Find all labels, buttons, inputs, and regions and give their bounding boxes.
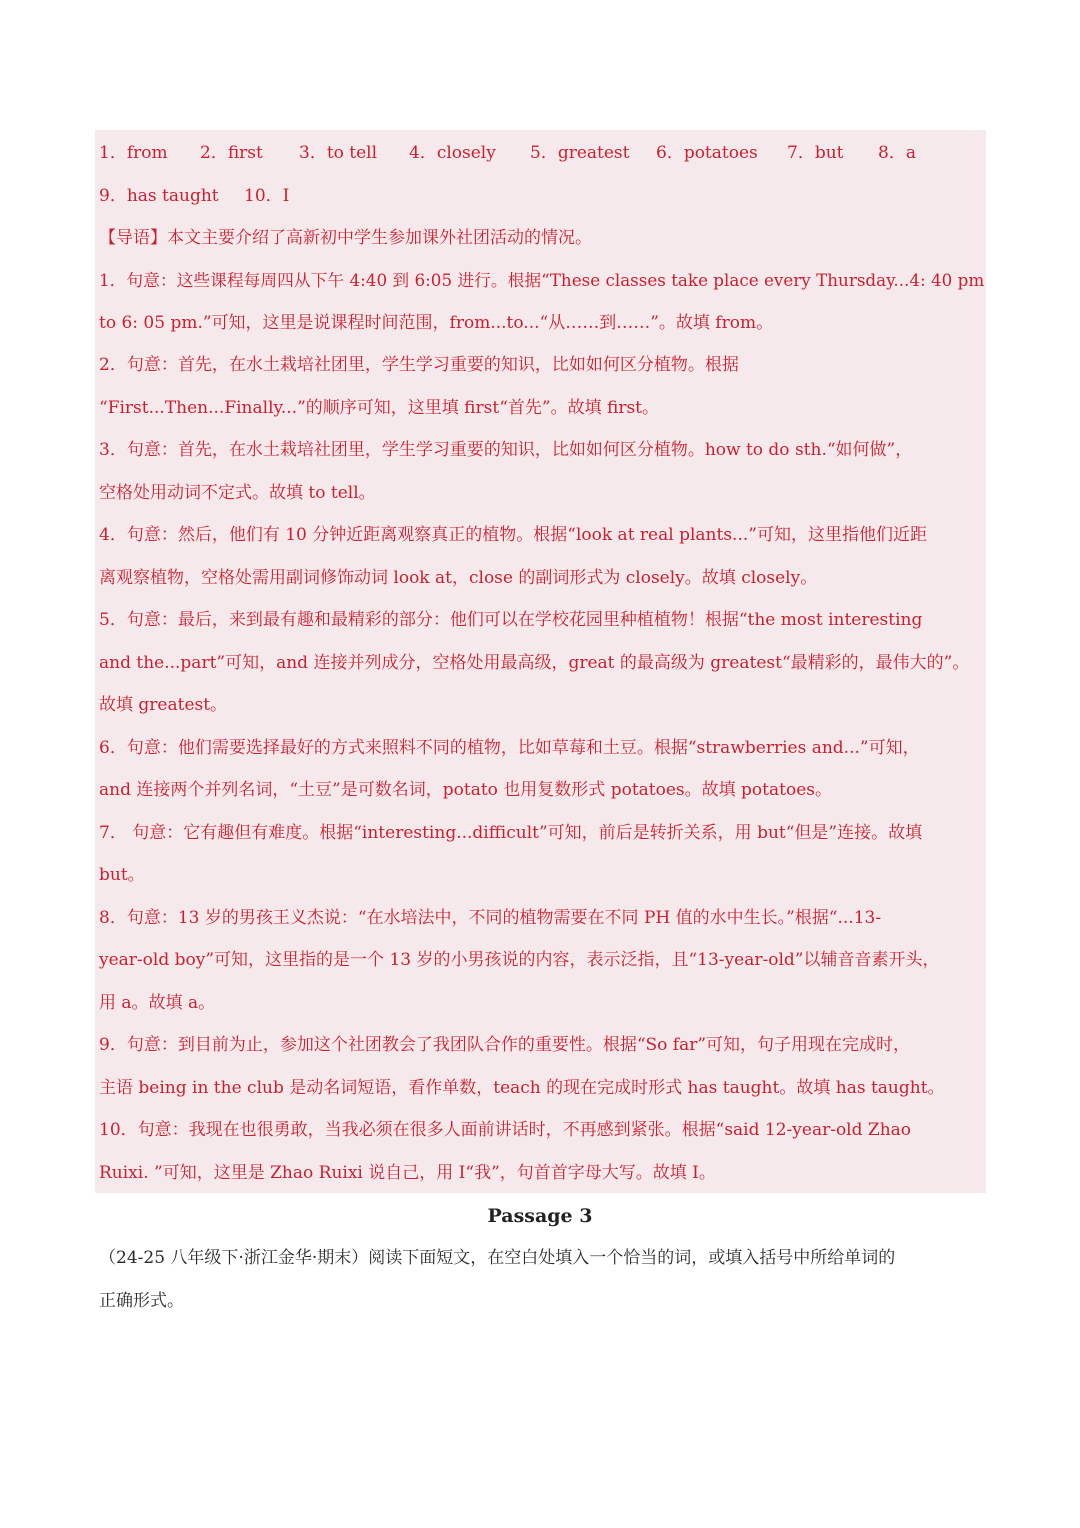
explanation-line: 10．句意：我现在也很勇敢，当我必须在很多人面前讲话时，不再感到紧张。根据“said 12-year-old Zhao [99, 1120, 912, 1140]
answer-item: 9．has taught [99, 186, 219, 206]
answer-item: 6．potatoes [656, 143, 758, 163]
answer-item: 7．but [787, 143, 844, 163]
explanation-line: 空格处用动词不定式。故填 to tell。 [99, 483, 376, 503]
explanation-line: 用 a。故填 a。 [99, 993, 216, 1013]
answer-item: 4．closely [409, 143, 496, 163]
explanation-line: 5．句意：最后，来到最有趣和最精彩的部分：他们可以在学校花园里种植植物！根据“the most interesting [99, 610, 923, 630]
answer-item: 5．greatest [530, 143, 630, 163]
explanation-line: 1．句意：这些课程每周四从下午 4:40 到 6:05 进行。根据“These classes take place every Thursday...4: 40 pm [99, 270, 985, 290]
answer-item: 1．from [99, 143, 168, 163]
explanation-line: and the...part”可知，and 连接并列成分，空格处用最高级，great 的最高级为 greatest“最精彩的，最伟大的”。 [99, 653, 970, 673]
explanation-line: 【导语】本文主要介绍了高新初中学生参加课外社团活动的情况。 [99, 228, 592, 248]
answer-row-1 [99, 141, 984, 165]
explanation-line: 离观察植物，空格处需用副词修饰动词 look at，close 的副词形式为 closely。故填 closely。 [99, 568, 818, 588]
instruction-line: （24-25 八年级下·浙江金华·期末）阅读下面短文，在空白处填入一个恰当的词，或填入括号中所给单词的 [99, 1248, 896, 1268]
explanation-line: 8．句意：13 岁的男孩王义杰说：“在水培法中，不同的植物需要在不同 PH 值的水中生长。”根据“...13- [99, 908, 882, 928]
answer-item: 8．a [878, 143, 916, 163]
explanation-line: 2．句意：首先，在水土栽培社团里，学生学习重要的知识，比如如何区分植物。根据 [99, 355, 739, 375]
explanation-line: 7． 句意：它有趣但有难度。根据“interesting...difficult”可知，前后是转折关系，用 but“但是”连接。故填 [99, 823, 923, 843]
explanation-line: 4．句意：然后，他们有 10 分钟近距离观察真正的植物。根据“look at real plants...”可知，这里指他们近距 [99, 525, 927, 545]
explanation-line: to 6: 05 pm.”可知，这里是说课程时间范围，from...to...“从……到……”。故填 from。 [99, 313, 774, 333]
passage-title: Passage 3 [487, 1205, 593, 1227]
explanation-line: 3．句意：首先，在水土栽培社团里，学生学习重要的知识，比如如何区分植物。how to do sth.“如何做”， [99, 440, 913, 460]
answer-item: 2．first [200, 143, 263, 163]
explanation-line: Ruixi. ”可知，这里是 Zhao Ruixi 说自己，用 I“我”，句首首字母大写。故填 I。 [99, 1163, 716, 1183]
answer-item: 3．to tell [299, 143, 378, 163]
explanation-line: 故填 greatest。 [99, 695, 228, 715]
explanation-line: 6．句意：他们需要选择最好的方式来照料不同的植物，比如草莓和土豆。根据“strawberries and...”可知， [99, 738, 920, 758]
answer-item: 10．I [244, 186, 290, 206]
instruction-line: 正确形式。 [99, 1291, 184, 1311]
explanation-line: and 连接两个并列名词，“土豆”是可数名词，potato 也用复数形式 potatoes。故填 potatoes。 [99, 780, 832, 800]
explanation-line: “First...Then...Finally...”的顺序可知，这里填 first“首先”。故填 first。 [99, 398, 659, 418]
explanation-line: but。 [99, 865, 145, 885]
answer-row-2 [99, 184, 984, 208]
explanation-line: year-old boy”可知，这里指的是一个 13 岁的小男孩说的内容，表示泛指，且“13-year-old”以辅音音素开头， [99, 950, 940, 970]
explanation-line: 9．句意：到目前为止，参加这个社团教会了我团队合作的重要性。根据“So far”可知，句子用现在完成时， [99, 1035, 911, 1055]
explanation-line: 主语 being in the club 是动名词短语，看作单数，teach 的现在完成时形式 has taught。故填 has taught。 [99, 1078, 945, 1098]
